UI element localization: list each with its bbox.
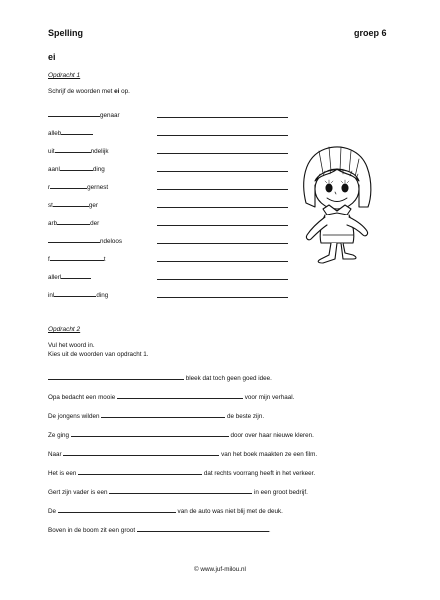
answer-line[interactable] [157, 243, 288, 244]
answer-line[interactable] [157, 297, 288, 298]
fill-blank[interactable] [48, 236, 100, 243]
word-fragment-row: st ger [48, 202, 99, 209]
fill-blank[interactable] [71, 430, 229, 437]
exercise1-instruction: Schrijf de woorden met ei op. [48, 88, 130, 95]
fill-in-sentence: De van de auto was niet blij met de deuk. [48, 508, 283, 515]
answer-line[interactable] [157, 225, 288, 226]
word-fragment-row: uit ndelijk [48, 148, 109, 155]
answer-line[interactable] [157, 171, 288, 172]
group-label: groep 6 [354, 28, 387, 38]
worksheet-title: Spelling [48, 28, 84, 38]
answer-line[interactable] [157, 261, 288, 262]
fill-in-sentence: Naar van het boek maakten ze een film. [48, 451, 318, 458]
answer-line[interactable] [157, 135, 288, 136]
word-fragment-row: arb der [48, 220, 100, 227]
fill-blank[interactable] [50, 182, 87, 189]
fill-blank[interactable] [60, 164, 93, 171]
fill-blank[interactable] [50, 254, 104, 261]
word-fragment-row: f t [48, 256, 106, 263]
fill-blank[interactable] [101, 411, 225, 418]
answer-line[interactable] [157, 117, 288, 118]
fill-blank[interactable] [53, 200, 89, 207]
fill-in-sentence: Het is een dat rechts voorrang heeft in het verkeer. [48, 470, 316, 477]
fill-in-sentence: Ze ging door over haar nieuwe kleren. [48, 432, 314, 439]
fill-blank[interactable] [61, 272, 91, 279]
fill-in-sentence: bleek dat toch geen goed idee. [48, 373, 272, 384]
word-fragment-row: inl ding [48, 292, 109, 299]
word-fragment-row: alleb [48, 128, 93, 139]
answer-line[interactable] [157, 279, 288, 280]
answer-line[interactable] [157, 189, 288, 190]
fill-blank[interactable] [61, 128, 93, 135]
word-fragment-row: allerl [48, 272, 91, 283]
doll-girl-icon [295, 143, 377, 265]
answer-line[interactable] [157, 153, 288, 154]
fill-in-sentence: Opa bedacht een mooie voor mijn verhaal. [48, 394, 295, 401]
fill-blank[interactable] [55, 146, 91, 153]
fill-blank[interactable] [54, 290, 96, 297]
fill-blank[interactable] [78, 468, 202, 475]
word-fragment-row: r gernest [48, 184, 109, 191]
fill-blank[interactable] [58, 506, 176, 513]
exercise1-heading: Opdracht 1 [48, 72, 81, 79]
exercise2-heading: Opdracht 2 [48, 326, 81, 333]
fill-blank[interactable] [117, 392, 243, 399]
fill-blank[interactable] [57, 218, 90, 225]
fill-blank[interactable] [137, 525, 269, 532]
fill-blank[interactable] [48, 373, 184, 380]
topic-heading: ei [48, 52, 56, 62]
fill-blank[interactable] [48, 110, 100, 117]
fill-blank[interactable] [63, 449, 219, 456]
word-fragment-row: aanl ding [48, 166, 105, 173]
fill-in-sentence: De jongens wilden de beste zijn. [48, 413, 265, 420]
word-fragment-row: genaar [48, 110, 120, 121]
fill-in-sentence: Gert zijn vader is een in een groot bedrijf. [48, 489, 308, 496]
fill-in-sentence: Boven in de boom zit een groot . [48, 527, 271, 534]
exercise2-instruction-line1: Vul het woord in. [48, 342, 95, 349]
word-fragment-row: ndeloos [48, 236, 122, 247]
copyright-footer: © www.juf-milou.nl [194, 566, 246, 573]
exercise2-instruction-line2: Kies uit de woorden van opdracht 1. [48, 351, 149, 358]
fill-blank[interactable] [109, 487, 252, 494]
answer-line[interactable] [157, 207, 288, 208]
